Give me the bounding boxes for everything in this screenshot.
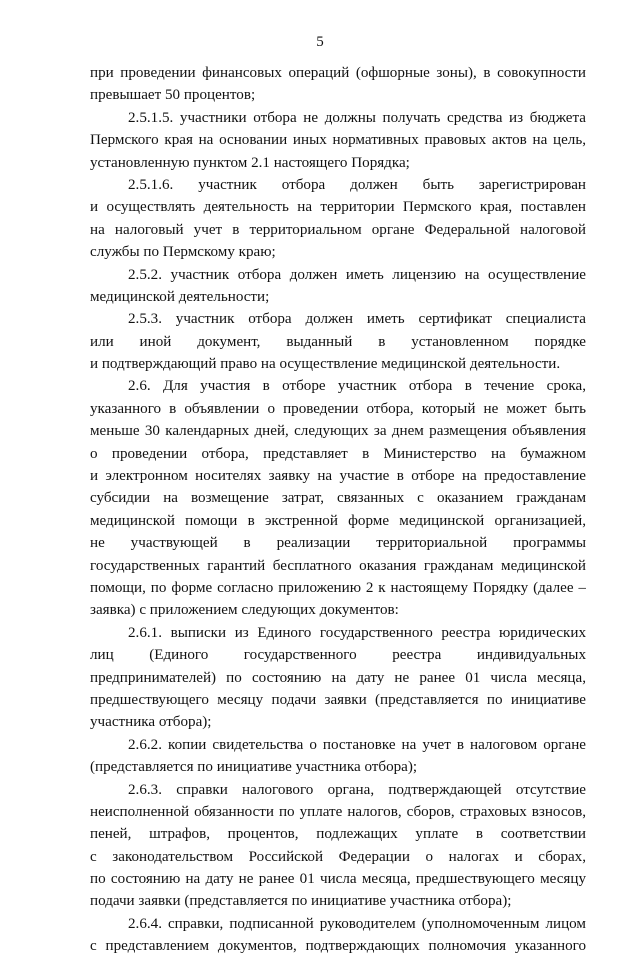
paragraph-cont — [90, 62, 586, 107]
text-line: превышает 50 процентов; — [90, 87, 256, 104]
text-line: при проведении финансовых операций (офшорные зоны), в совокупности — [90, 65, 586, 81]
text-line: 2.6.3. справки налогового органа, подтверждающей отсутствие — [128, 781, 586, 798]
text-line: 2.5.2. участник отбора должен иметь лицензию на осуществление — [128, 266, 586, 283]
paragraph-p26 — [90, 375, 586, 621]
text-line: предшествующего месяцу подачи заявки (представляется по инициативе — [90, 691, 586, 708]
text-line: меньше 30 календарных дней, следующих за днем размещения объявления — [90, 423, 586, 440]
text-line: 2.6. Для участия в отборе участник отбора в течение срока, — [128, 378, 586, 395]
text-line: с законодательством Российской Федерации о налогах и сборах, — [90, 848, 586, 865]
text-line: по состоянию на дату не ранее 01 числа месяца, предшествующего месяцу — [90, 871, 586, 888]
text-line: медицинской деятельности; — [90, 288, 270, 305]
paragraph-p252 — [90, 264, 586, 309]
text-line: субсидии на возмещение затрат, связанных с оказанием гражданам — [90, 490, 586, 507]
paragraph-p253 — [90, 308, 586, 375]
text-line: медицинской помощи в экстренной форме медицинской организацией, — [90, 512, 586, 529]
text-line: с представлением документов, подтверждающих полномочия указанного — [90, 938, 586, 955]
text-line: и подтверждающий право на осуществление медицинской деятельности. — [90, 356, 561, 373]
text-line: 2.5.3. участник отбора должен иметь сертификат специалиста — [128, 311, 586, 328]
text-line: государственных гарантий бесплатного оказания гражданам медицинской — [90, 557, 586, 574]
text-line: (представляется по инициативе участника отбора); — [90, 759, 418, 776]
text-line: 2.5.1.6. участник отбора должен быть зарегистрирован — [128, 176, 586, 193]
text-line: не участвующей в реализации территориальной программы — [90, 535, 586, 552]
text-line: 2.5.1.5. участники отбора не должны получать средства из бюджета — [128, 109, 586, 126]
paragraph-p2515 — [90, 107, 586, 174]
text-line: 2.6.2. копии свидетельства о постановке на учет в налоговом органе — [128, 736, 586, 753]
text-line: и осуществлять деятельность на территории Пермского края, поставлен — [90, 199, 586, 216]
text-line: заявка) с приложением следующих документов: — [90, 602, 399, 619]
document-body — [90, 62, 586, 958]
paragraph-p263 — [90, 779, 586, 913]
paragraph-p262 — [90, 734, 586, 779]
text-line: установленную пунктом 2.1 настоящего Порядка; — [90, 154, 410, 171]
page-number: 5 — [316, 34, 324, 50]
text-line: на налоговый учет в территориальном органе Федеральной налоговой — [90, 221, 586, 238]
text-line: помощи, по форме согласно приложению 2 к настоящему Порядку (далее – — [90, 579, 586, 596]
text-line: неисполненной обязанности по уплате налогов, сборов, страховых взносов, — [90, 803, 586, 820]
text-line: подачи заявки (представляется по инициативе участника отбора); — [90, 893, 512, 910]
text-line: участника отбора); — [90, 714, 212, 731]
text-line: пеней, штрафов, процентов, подлежащих уплате в соответствии — [90, 826, 586, 843]
paragraph-p261 — [90, 622, 586, 734]
text-line: предпринимателей) по состоянию на дату не ранее 01 числа месяца, — [90, 669, 586, 686]
paragraph-p2516 — [90, 174, 586, 264]
text-line: лиц (Единого государственного реестра индивидуальных — [90, 647, 586, 664]
text-line: или иной документ, выданный в установленном порядке — [90, 333, 586, 350]
text-line: о проведении отбора, представляет в Министерство на бумажном — [90, 445, 586, 462]
text-line: указанного в объявлении о проведении отбора, который не может быть — [90, 400, 586, 417]
paragraph-p264 — [90, 913, 586, 958]
text-line: Пермского края на основании иных нормативных правовых актов на цель, — [90, 132, 586, 149]
text-line: и электронном носителях заявку на участие в отборе на предоставление — [90, 468, 586, 485]
text-line: службы по Пермскому краю; — [90, 244, 276, 261]
text-line: 2.6.1. выписки из Единого государственного реестра юридических — [128, 624, 586, 641]
text-line: 2.6.4. справки, подписанной руководителем (уполномоченным лицом — [128, 915, 586, 932]
